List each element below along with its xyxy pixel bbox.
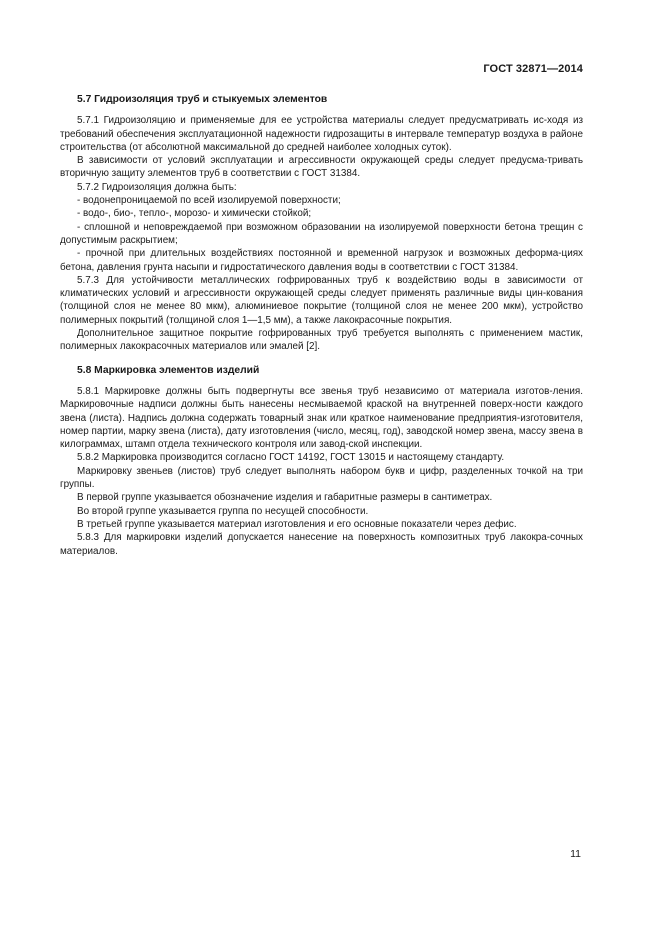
list-item: - водонепроницаемой по всей изолируемой поверхности; (77, 195, 341, 207)
paragraph-5-8-1: 5.8.1 Маркировке должны быть подвергнуты все звенья труб независимо от материала изготов-ления. Маркировочные надписи должны быть нанесены несмываемой краской на внутренней поверх-ности каждого звена (листа). Надпись должна содержать товарный знак или краткое наименование предприятия-изготовителя, номер партии, марку звена (листа), дату изготовления (число, месяц, год), заводской номер звена, массу звена в килограммах, штамп отдела технического контроля или завод-ской инспекции. (60, 385, 583, 451)
paragraph-5-7-3: 5.7.3 Для устойчивости металлических гофрированных труб к воздействию воды в зависимости от климатических условий и агрессивности окружающей среды следует применять различные виды цин-кования (толщиной слоя не менее 80 мкм), алюминиевое покрытие (толщиной слоя не менее 200 мкм), устройство полимерных покрытий (толщиной слоя 1—1,5 мм), а также лакокрасочные покрытия. (60, 274, 583, 326)
paragraph-5-7-2: 5.7.2 Гидроизоляция должна быть: (77, 181, 237, 193)
list-item: - прочной при длительных воздействиях постоянной и временной нагрузок и возможных деформа-циях бетона, давления грунта насыпи и гидростатического давления воды в соответствии с ГОСТ 31384. (60, 248, 583, 273)
paragraph-5-8-2: 5.8.2 Маркировка производится согласно ГОСТ 14192, ГОСТ 13015 и настоящему стандарту. (77, 452, 505, 464)
list-item: - сплошной и неповреждаемой при возможном образовании на изолируемой поверхности бетона трещин с допустимым раскрытием; (60, 221, 583, 246)
paragraph-5-8-2-c: В первой группе указывается обозначение изделия и габаритные размеры в сантиметрах. (77, 492, 493, 504)
page-number: 11 (570, 848, 581, 860)
document-body (60, 93, 583, 558)
paragraph-5-8-2-b: Маркировку звеньев (листов) труб следует выполнять набором букв и цифр, разделенных точкой на три группы. (60, 465, 583, 491)
paragraph-5-7-3-b: Дополнительное защитное покрытие гофрированных труб требуется выполнять с применением мастик, полимерных лакокрасочных материалов или эмалей [2]. (60, 328, 583, 353)
paragraph-5-8-2-e: В третьей группе указывается материал изготовления и его основные показатели через дефис. (77, 518, 517, 530)
paragraph-5-7-1: 5.7.1 Гидроизоляцию и применяемые для ее устройства материалы следует предусматривать ис-ходя из требований обеспечения эксплуатационной надежности гидрозащиты в интервале температур воздуха в районе строительства (от абсолютной максимальной до средней наиболее холодных суток). (60, 115, 583, 153)
standard-code: ГОСТ 32871—2014 (483, 63, 583, 75)
section-heading-5-8: 5.8 Маркировка элементов изделий (77, 364, 260, 376)
paragraph-5-7-1-b: В зависимости от условий эксплуатации и агрессивности окружающей среды следует предусма-тривать вторичную защиту элементов труб в соответствии с ГОСТ 31384. (60, 155, 583, 180)
section-heading-5-7: 5.7 Гидроизоляция труб и стыкуемых элементов (77, 94, 328, 105)
list-item: - водо-, био-, тепло-, морозо- и химически стойкой; (77, 208, 312, 220)
paragraph-5-8-2-d: Во второй группе указывается группа по несущей способности. (77, 505, 369, 517)
paragraph-5-8-3: 5.8.3 Для маркировки изделий допускается нанесение на поверхность композитных труб лакокра-сочных материалов. (60, 532, 583, 557)
